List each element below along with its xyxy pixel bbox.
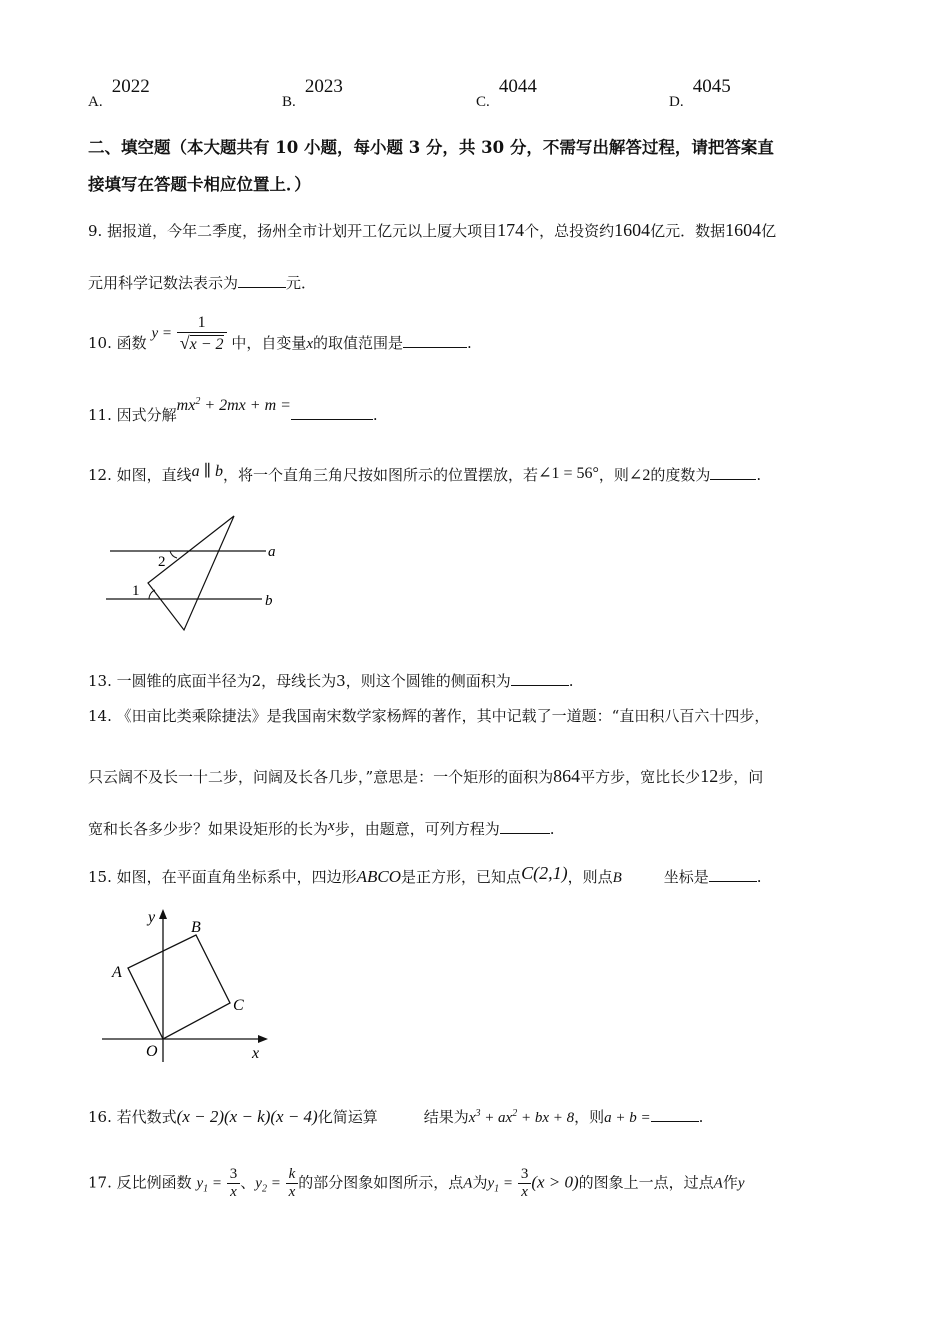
- text: 步，由题意，可列方程为: [334, 820, 500, 838]
- radicand: x − 2: [189, 336, 224, 353]
- math-equals: =: [499, 1175, 514, 1192]
- fraction-denominator: x: [521, 1184, 528, 1200]
- text: 宽和长各多少步？如果设矩形的长为: [88, 820, 329, 838]
- fraction-denominator: x: [230, 1184, 237, 1200]
- option-value: 2022: [111, 76, 150, 97]
- text: 函数: [116, 334, 147, 352]
- text: ，则点: [567, 868, 613, 886]
- fraction-denominator: √x − 2: [179, 333, 224, 353]
- math-var: y: [737, 1175, 745, 1192]
- label-b: b: [265, 593, 273, 609]
- subscript: 2: [261, 1183, 267, 1195]
- section-header-line1: 二、填空题（本大题共有 10 小题，每小题 3 分，共 30 分，不需写出解答过程，请把答案直: [88, 138, 774, 157]
- math-condition: (x > 0): [531, 1172, 579, 1192]
- label-b: B: [191, 919, 201, 936]
- text: 的图象上一点，过点: [578, 1173, 714, 1192]
- question-15: [88, 863, 762, 887]
- fraction-denominator: x: [288, 1184, 296, 1200]
- option-letter: C.: [476, 94, 490, 110]
- number: 1604: [725, 220, 762, 240]
- question-number: 13.: [88, 672, 112, 690]
- fraction: [177, 314, 227, 354]
- question-number: 11.: [88, 406, 112, 424]
- fraction-numerator: 1: [177, 314, 227, 333]
- x-axis-arrow: [258, 1035, 268, 1043]
- text: .: [756, 868, 762, 886]
- math-expression: ∠1 = 56°: [538, 465, 599, 482]
- subscript: 1: [494, 1183, 500, 1195]
- math-expression: C(2,1): [521, 863, 568, 883]
- text: 坐标是: [663, 868, 709, 886]
- text: 反比例函数: [116, 1173, 192, 1192]
- figure-parallel-lines: [100, 510, 300, 640]
- text: 因式分解: [116, 406, 177, 424]
- fraction-numerator: 3: [227, 1166, 241, 1184]
- text: 一圆锥的底面半径为2，母线长为3，则这个圆锥的侧面积为: [116, 672, 511, 690]
- text: .: [467, 334, 472, 352]
- text: 据报道，今年二季度，扬州全市计划开工亿元以上厦大项目: [107, 222, 498, 240]
- function-formula: [151, 314, 226, 354]
- math-var: y: [255, 1175, 262, 1192]
- math-expression: a ∥ b: [191, 463, 224, 480]
- number: 1604: [614, 220, 651, 240]
- figure-coordinate-square: [96, 902, 276, 1064]
- label-y: y: [148, 909, 156, 926]
- answer-blank[interactable]: [291, 418, 373, 420]
- y-axis-arrow: [159, 909, 167, 919]
- text: 、: [240, 1173, 256, 1192]
- triangle: [148, 516, 234, 630]
- text: 只云阔不及长一十二步，问阔及长各几步，”意思是：一个矩形的面积为: [88, 768, 554, 786]
- text: .: [549, 820, 555, 838]
- question-10: [88, 306, 472, 353]
- exponent: 2: [512, 1108, 518, 1119]
- text: 化简运算: [317, 1108, 378, 1126]
- question-9-line2: [88, 272, 316, 293]
- text: 亿: [761, 222, 777, 240]
- option-d: [669, 76, 731, 110]
- option-value: 4044: [498, 76, 537, 97]
- label-x: x: [252, 1045, 260, 1062]
- math-var: A: [713, 1175, 723, 1192]
- number: 174: [497, 220, 525, 240]
- question-13: [88, 670, 574, 691]
- option-a: [88, 76, 150, 110]
- math-expression: x: [468, 1110, 476, 1126]
- question-number: 16.: [88, 1108, 112, 1126]
- text: 的取值范围是: [313, 334, 404, 352]
- math-expression: ABCO: [356, 867, 402, 886]
- fraction-numerator: 3: [518, 1166, 532, 1184]
- label-1: 1: [132, 583, 140, 599]
- question-9-line1: [88, 220, 776, 241]
- subscript: 1: [203, 1183, 209, 1195]
- answer-blank[interactable]: [651, 1120, 699, 1122]
- text: ，将一个直角三角尺按如图所示的位置摆放，若: [223, 466, 539, 484]
- option-c: [476, 76, 537, 110]
- label-c: C: [233, 997, 244, 1014]
- exponent: 2: [195, 396, 201, 407]
- answer-blank[interactable]: [238, 286, 286, 288]
- question-number: 9.: [88, 222, 103, 240]
- text: 的度数为: [650, 466, 711, 484]
- math-var: x: [328, 818, 335, 834]
- question-16: [88, 1106, 703, 1127]
- option-b: [282, 76, 343, 110]
- math-y: y =: [151, 325, 172, 342]
- label-o: O: [146, 1043, 158, 1060]
- question-12: [88, 464, 761, 485]
- number: 864: [553, 766, 581, 786]
- section-header-line2: 接填写在答题卡相应位置上．）: [88, 175, 311, 194]
- option-letter: D.: [669, 94, 684, 110]
- option-letter: B.: [282, 94, 296, 110]
- text: 为: [472, 1173, 488, 1192]
- option-letter: A.: [88, 94, 103, 110]
- text: .: [698, 1108, 704, 1126]
- fraction: [227, 1166, 241, 1201]
- answer-blank[interactable]: [709, 880, 757, 882]
- question-11: [88, 394, 378, 424]
- math-expression: a + b =: [604, 1110, 651, 1126]
- fraction: [518, 1166, 532, 1201]
- text: .: [756, 466, 762, 484]
- math-var: B: [612, 870, 622, 886]
- text: ，则: [598, 466, 629, 484]
- math-expression: + ax: [480, 1110, 513, 1126]
- text: 如图，在平面直角坐标系中，四边形: [116, 868, 357, 886]
- question-number: 12.: [88, 466, 112, 484]
- option-value: 2023: [304, 76, 343, 97]
- exponent: 3: [475, 1108, 481, 1119]
- text: 个，总投资约: [524, 222, 615, 240]
- text: 《田亩比类乘除捷法》是我国南宋数学家杨辉的著作，其中记载了一道题：“直田积八百六十四步，: [116, 707, 770, 725]
- answer-blank[interactable]: [710, 478, 756, 480]
- text: ，则: [574, 1108, 605, 1126]
- label-a: A: [112, 964, 122, 981]
- math-expression: + 2mx + m =: [200, 397, 291, 414]
- question-number: 17.: [88, 1173, 112, 1192]
- label-2: 2: [158, 554, 166, 570]
- text: .: [568, 672, 574, 690]
- math-var: A: [463, 1175, 473, 1192]
- question-14-line3: [88, 818, 554, 839]
- text: 平方步，宽比长少: [580, 768, 701, 786]
- text: 结果为: [423, 1108, 469, 1126]
- answer-blank[interactable]: [500, 832, 550, 834]
- question-17: [88, 1166, 745, 1201]
- option-value: 4045: [692, 76, 731, 97]
- question-14-line1: [88, 705, 769, 726]
- math-equals: =: [208, 1175, 222, 1192]
- math-var: y: [487, 1175, 495, 1192]
- text: 中，自变量: [231, 334, 307, 352]
- text: 元用科学记数法表示为: [88, 274, 239, 292]
- math-var: x: [306, 336, 314, 352]
- text: 若代数式: [116, 1108, 177, 1126]
- text: 如图，直线: [116, 466, 192, 484]
- text: 的部分图象如图所示，点: [298, 1173, 464, 1192]
- question-number: 10.: [88, 334, 112, 352]
- text: 作: [722, 1173, 738, 1192]
- angle-2-arc: [170, 551, 177, 558]
- math-expression: (x − 2)(x − k)(x − 4): [176, 1107, 318, 1126]
- answer-blank[interactable]: [403, 346, 467, 348]
- text: .: [372, 406, 378, 424]
- math-expression: + bx + 8: [517, 1110, 575, 1126]
- fraction: [286, 1166, 299, 1201]
- fraction-numerator: k: [286, 1166, 299, 1184]
- text: 是正方形，已知点: [401, 868, 522, 886]
- number: 12: [700, 766, 719, 786]
- text: 元．: [286, 274, 317, 292]
- text: 步，问: [718, 768, 764, 786]
- math-var: y: [196, 1175, 204, 1192]
- question-number: 14.: [88, 707, 112, 725]
- math-equals: =: [266, 1175, 281, 1192]
- square-abco: [128, 935, 230, 1039]
- text: 亿元．数据: [650, 222, 726, 240]
- label-a: a: [268, 544, 276, 560]
- answer-blank[interactable]: [511, 684, 569, 686]
- question-number: 15.: [88, 868, 112, 886]
- math-expression: ∠2: [628, 467, 651, 484]
- math-expression: mx: [176, 397, 196, 414]
- question-14-line2: [88, 766, 763, 787]
